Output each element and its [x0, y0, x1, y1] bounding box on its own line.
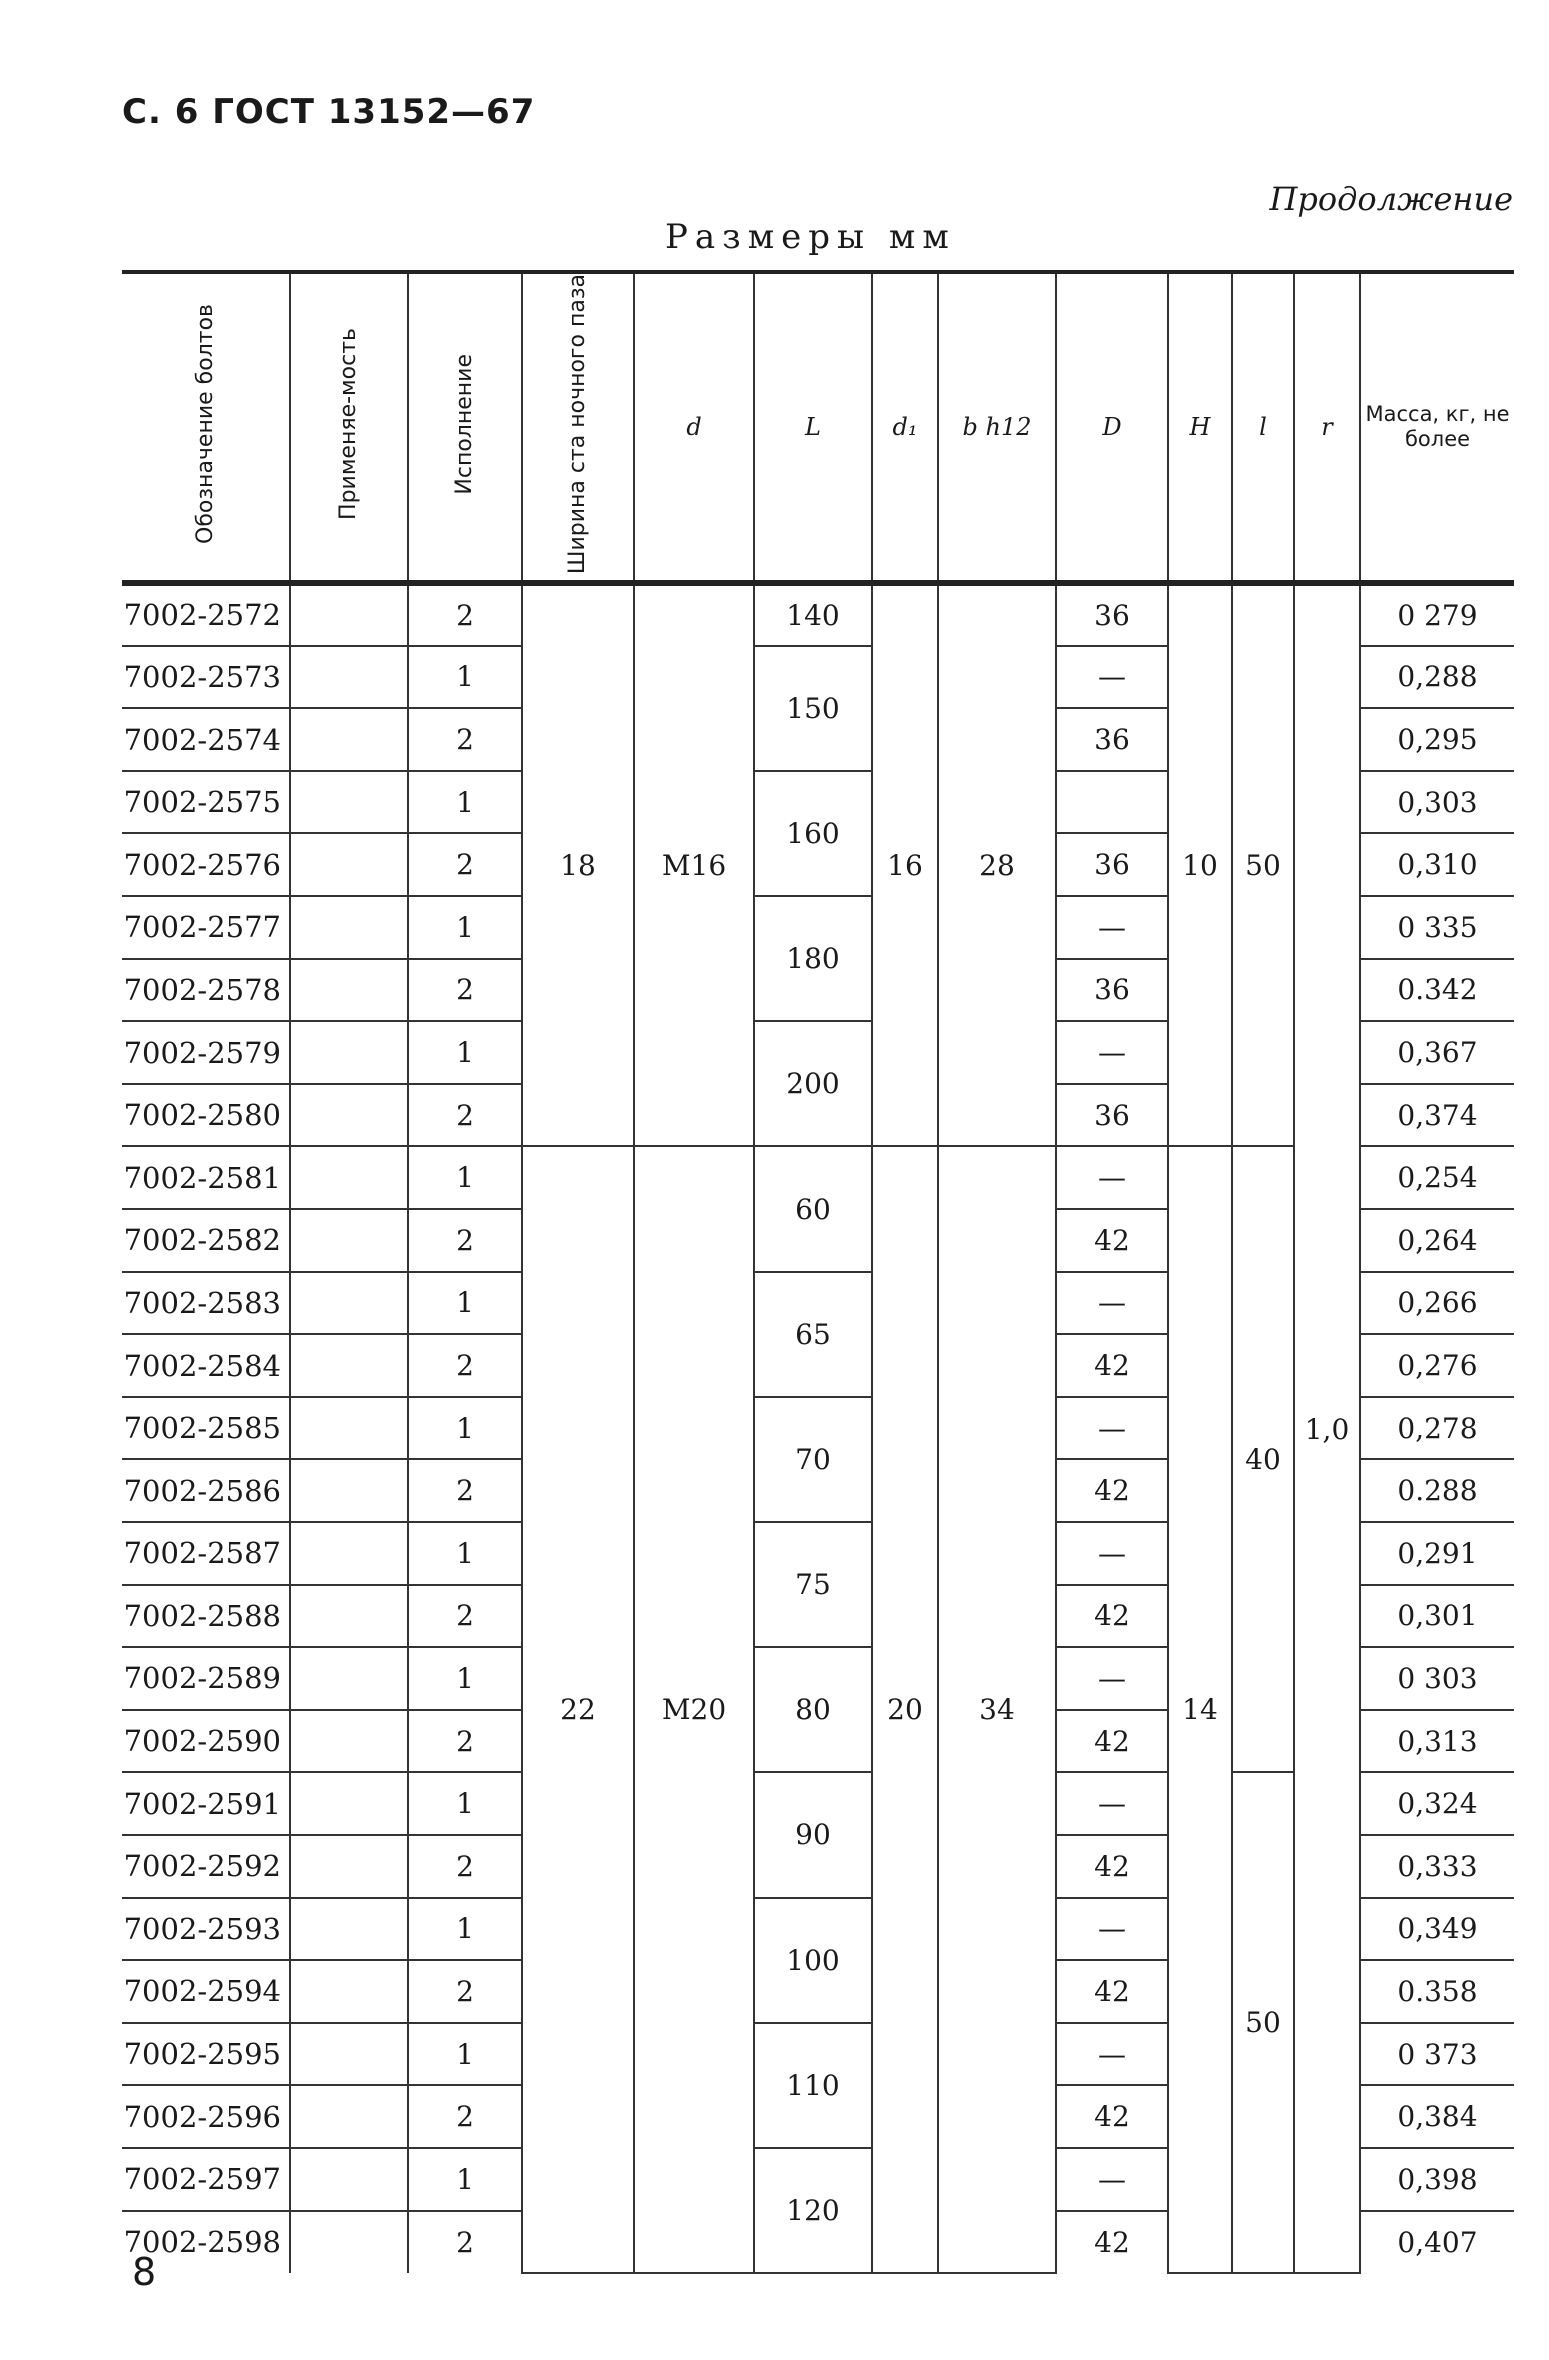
bolt-code-cell: 7002-2590 — [122, 1710, 290, 1773]
bolt-code-cell: 7002-2586 — [122, 1459, 290, 1522]
d-group-cell: M16 — [634, 583, 754, 1146]
execution-cell: 1 — [408, 771, 522, 834]
D-cell: 36 — [1056, 1084, 1168, 1147]
mass-cell: 0 335 — [1360, 896, 1514, 959]
D-cell: — — [1056, 1647, 1168, 1710]
execution-cell: 1 — [408, 1272, 522, 1335]
execution-cell: 2 — [408, 1835, 522, 1898]
slot-group-cell: 22 — [522, 1146, 634, 2273]
applicability-cell — [290, 583, 408, 646]
col-designation: Обозначение болтов — [122, 272, 290, 583]
D-cell: — — [1056, 646, 1168, 709]
applicability-cell — [290, 1272, 408, 1335]
execution-cell: 2 — [408, 2211, 522, 2274]
D-cell: 42 — [1056, 1334, 1168, 1397]
bolt-code-cell: 7002-2595 — [122, 2023, 290, 2086]
D-cell: 36 — [1056, 833, 1168, 896]
L-group-cell: 120 — [754, 2148, 872, 2273]
D-cell: 42 — [1056, 1835, 1168, 1898]
bolt-code-cell: 7002-2588 — [122, 1585, 290, 1648]
mass-cell: 0 279 — [1360, 583, 1514, 646]
mass-cell: 0,407 — [1360, 2211, 1514, 2274]
execution-cell: 1 — [408, 2148, 522, 2211]
col-mass: Масса, кг, не более — [1360, 272, 1514, 583]
L-group-cell: 90 — [754, 1772, 872, 1897]
mass-cell: 0 303 — [1360, 1647, 1514, 1710]
applicability-cell — [290, 1146, 408, 1209]
execution-cell: 1 — [408, 1146, 522, 1209]
bolt-code-cell: 7002-2577 — [122, 896, 290, 959]
applicability-cell — [290, 1084, 408, 1147]
mass-cell: 0,276 — [1360, 1334, 1514, 1397]
execution-cell: 1 — [408, 646, 522, 709]
applicability-cell — [290, 1835, 408, 1898]
execution-cell: 1 — [408, 1522, 522, 1585]
execution-cell: 1 — [408, 1647, 522, 1710]
D-cell: 42 — [1056, 1459, 1168, 1522]
bolt-code-cell: 7002-2597 — [122, 2148, 290, 2211]
l-group-cell: 40 — [1232, 1146, 1294, 1772]
applicability-cell — [290, 1710, 408, 1773]
D-cell: 42 — [1056, 1585, 1168, 1648]
D-cell: — — [1056, 1021, 1168, 1084]
L-group-cell: 65 — [754, 1272, 872, 1397]
b-group-cell: 34 — [938, 1146, 1056, 2273]
col-H: H — [1168, 272, 1232, 583]
mass-cell: 0,288 — [1360, 646, 1514, 709]
bolt-code-cell: 7002-2580 — [122, 1084, 290, 1147]
mass-cell: 0,367 — [1360, 1021, 1514, 1084]
col-L: L — [754, 272, 872, 583]
mass-cell: 0.358 — [1360, 1960, 1514, 2023]
L-group-cell: 75 — [754, 1522, 872, 1647]
D-cell: 42 — [1056, 2211, 1168, 2274]
bolt-code-cell: 7002-2591 — [122, 1772, 290, 1835]
execution-cell: 2 — [408, 959, 522, 1022]
applicability-cell — [290, 771, 408, 834]
bolt-code-cell: 7002-2581 — [122, 1146, 290, 1209]
mass-cell: 0,278 — [1360, 1397, 1514, 1460]
L-group-cell: 180 — [754, 896, 872, 1021]
mass-cell: 0 373 — [1360, 2023, 1514, 2086]
r-group-cell: 1,0 — [1294, 583, 1360, 2273]
applicability-cell — [290, 2085, 408, 2148]
execution-cell: 2 — [408, 708, 522, 771]
bolt-code-cell: 7002-2592 — [122, 1835, 290, 1898]
D-cell: — — [1056, 1772, 1168, 1835]
L-group-cell: 150 — [754, 646, 872, 771]
applicability-cell — [290, 2148, 408, 2211]
bolt-code-cell: 7002-2578 — [122, 959, 290, 1022]
H-group-cell: 10 — [1168, 583, 1232, 1146]
mass-cell: 0,264 — [1360, 1209, 1514, 1272]
bolt-code-cell: 7002-2593 — [122, 1898, 290, 1961]
D-cell: 36 — [1056, 708, 1168, 771]
L-group-cell: 80 — [754, 1647, 872, 1772]
applicability-cell — [290, 896, 408, 959]
mass-cell: 0.342 — [1360, 959, 1514, 1022]
applicability-cell — [290, 1647, 408, 1710]
mass-cell: 0,303 — [1360, 771, 1514, 834]
b-group-cell: 28 — [938, 583, 1056, 1146]
execution-cell: 1 — [408, 1397, 522, 1460]
col-D: D — [1056, 272, 1168, 583]
page-number: 8 — [132, 2250, 157, 2294]
D-cell: — — [1056, 1272, 1168, 1335]
bolt-code-cell: 7002-2589 — [122, 1647, 290, 1710]
bolt-code-cell: 7002-2572 — [122, 583, 290, 646]
mass-cell: 0,254 — [1360, 1146, 1514, 1209]
bolt-code-cell: 7002-2579 — [122, 1021, 290, 1084]
d-group-cell: M20 — [634, 1146, 754, 2273]
bolt-code-cell: 7002-2573 — [122, 646, 290, 709]
L-group-cell: 100 — [754, 1898, 872, 2023]
applicability-cell — [290, 646, 408, 709]
applicability-cell — [290, 1209, 408, 1272]
execution-cell: 2 — [408, 583, 522, 646]
mass-cell: 0,374 — [1360, 1084, 1514, 1147]
col-b: b h12 — [938, 272, 1056, 583]
D-cell: — — [1056, 896, 1168, 959]
execution-cell: 2 — [408, 2085, 522, 2148]
bolt-code-cell: 7002-2584 — [122, 1334, 290, 1397]
bolt-code-cell: 7002-2585 — [122, 1397, 290, 1460]
bolt-code-cell: 7002-2576 — [122, 833, 290, 896]
bolt-code-cell: 7002-2575 — [122, 771, 290, 834]
page-header: С. 6 ГОСТ 13152—67 — [122, 92, 536, 132]
bolt-code-cell: 7002-2574 — [122, 708, 290, 771]
d1-group-cell: 20 — [872, 1146, 938, 2273]
mass-cell: 0,333 — [1360, 1835, 1514, 1898]
slot-group-cell: 18 — [522, 583, 634, 1146]
execution-cell: 1 — [408, 896, 522, 959]
execution-cell: 2 — [408, 1710, 522, 1773]
col-d1: d₁ — [872, 272, 938, 583]
col-slot-width: Ширина ста ночного паза — [522, 272, 634, 583]
D-cell: — — [1056, 1146, 1168, 1209]
mass-cell: 0,349 — [1360, 1898, 1514, 1961]
D-cell: — — [1056, 2023, 1168, 2086]
col-r: r — [1294, 272, 1360, 583]
table-row — [122, 583, 1514, 646]
applicability-cell — [290, 2023, 408, 2086]
D-cell: 36 — [1056, 583, 1168, 646]
D-cell: 42 — [1056, 1960, 1168, 2023]
continuation-label: Продолжение — [1269, 180, 1513, 218]
execution-cell: 1 — [408, 1021, 522, 1084]
D-cell: — — [1056, 1522, 1168, 1585]
mass-cell: 0.288 — [1360, 1459, 1514, 1522]
applicability-cell — [290, 1522, 408, 1585]
bolt-code-cell: 7002-2587 — [122, 1522, 290, 1585]
applicability-cell — [290, 833, 408, 896]
dimensions-label: Размеры мм — [665, 217, 956, 257]
mass-cell: 0,266 — [1360, 1272, 1514, 1335]
mass-cell: 0,291 — [1360, 1522, 1514, 1585]
L-group-cell: 70 — [754, 1397, 872, 1522]
D-cell: — — [1056, 1397, 1168, 1460]
table-header-row — [122, 272, 1514, 583]
execution-cell: 1 — [408, 1898, 522, 1961]
execution-cell: 2 — [408, 833, 522, 896]
L-group-cell: 200 — [754, 1021, 872, 1146]
mass-cell: 0,310 — [1360, 833, 1514, 896]
execution-cell: 2 — [408, 1334, 522, 1397]
applicability-cell — [290, 959, 408, 1022]
bolt-code-cell: 7002-2596 — [122, 2085, 290, 2148]
D-cell: — — [1056, 1898, 1168, 1961]
bolt-code-cell: 7002-2598 — [123, 2225, 281, 2260]
mass-cell: 0,324 — [1360, 1772, 1514, 1835]
D-cell: 42 — [1056, 1209, 1168, 1272]
bolt-code-cell: 7002-2582 — [122, 1209, 290, 1272]
mass-cell: 0,295 — [1360, 708, 1514, 771]
H-group-cell: 14 — [1168, 1146, 1232, 2273]
L-group-cell: 110 — [754, 2023, 872, 2148]
D-cell: 42 — [1056, 2085, 1168, 2148]
applicability-cell — [290, 2211, 408, 2274]
execution-cell: 2 — [408, 1084, 522, 1147]
applicability-cell — [290, 1334, 408, 1397]
D-cell: 42 — [1056, 1710, 1168, 1773]
d1-group-cell: 16 — [872, 583, 938, 1146]
L-group-cell: 60 — [754, 1146, 872, 1271]
execution-cell: 2 — [408, 1209, 522, 1272]
col-execution: Исполнение — [408, 272, 522, 583]
bolt-code-cell: 7002-2583 — [122, 1272, 290, 1335]
applicability-cell — [290, 1585, 408, 1648]
execution-cell: 2 — [408, 1459, 522, 1522]
execution-cell: 2 — [408, 1960, 522, 2023]
applicability-cell — [290, 1772, 408, 1835]
applicability-cell — [290, 1397, 408, 1460]
col-applicability: Применяе-мость — [290, 272, 408, 583]
applicability-cell — [290, 708, 408, 771]
D-cell — [1056, 771, 1168, 834]
applicability-cell — [290, 1960, 408, 2023]
col-l: l — [1232, 272, 1294, 583]
execution-cell: 2 — [408, 1585, 522, 1648]
applicability-cell — [290, 1021, 408, 1084]
mass-cell: 0,313 — [1360, 1710, 1514, 1773]
execution-cell: 1 — [408, 1772, 522, 1835]
l-group-cell: 50 — [1232, 583, 1294, 1146]
mass-cell: 0,301 — [1360, 1585, 1514, 1648]
bolt-table — [122, 270, 1514, 2274]
execution-cell: 1 — [408, 2023, 522, 2086]
l-group-cell: 50 — [1232, 1772, 1294, 2273]
applicability-cell — [290, 1459, 408, 1522]
L-group-cell: 160 — [754, 771, 872, 896]
D-cell: — — [1056, 2148, 1168, 2211]
mass-cell: 0,384 — [1360, 2085, 1514, 2148]
D-cell: 36 — [1056, 959, 1168, 1022]
L-group-cell: 140 — [754, 583, 872, 646]
bolt-code-cell: 7002-2594 — [122, 1960, 290, 2023]
col-d: d — [634, 272, 754, 583]
applicability-cell — [290, 1898, 408, 1961]
mass-cell: 0,398 — [1360, 2148, 1514, 2211]
